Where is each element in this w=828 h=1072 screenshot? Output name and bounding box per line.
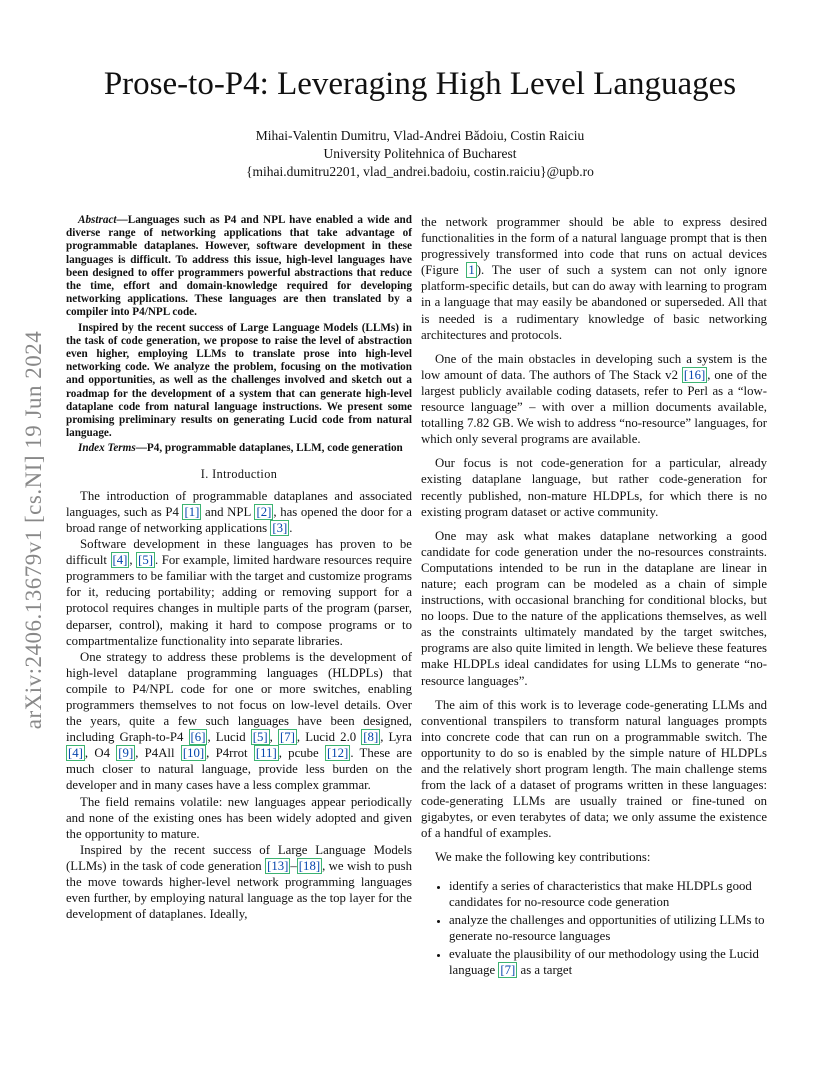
citation-link[interactable]: [18] <box>298 858 321 873</box>
text-run: , Lucid <box>207 730 251 745</box>
body-paragraph: One may ask what makes dataplane networking a good candidate for code generation under the no-resources constraints. Computations intended to be run in the dataplane are linear in nature; each program can be modeled as a chain of simple instructions, with occasional branching for conditional blocks, but no loops. Due to the nature of the applications themselves, as well as the constraints ultimately mandated by the target switches, programs are also quite limited in length. We believe these features make HLDPLs ideal candidates for using LLMs to generate “no-resource languages”. <box>421 528 767 688</box>
citation-link[interactable]: [7] <box>279 730 295 745</box>
right-column <box>421 214 767 980</box>
intro-paragraph <box>66 488 412 536</box>
affiliation: University Politehnica of Bucharest <box>323 146 517 161</box>
arxiv-id-text: arXiv:2406.13679v1 [cs.NI] 19 Jun 2024 <box>21 330 46 730</box>
text-run: , Lucid 2.0 <box>296 730 362 745</box>
text-run: . These are much closer to natural language, provide less burden on the developer and in many cases have a less complex grammar. <box>66 746 412 793</box>
citation-link[interactable]: [11] <box>255 746 277 761</box>
text-run: and NPL <box>201 504 255 519</box>
intro-paragraph <box>66 842 412 922</box>
text-run: , one of the largest publicly available coding datasets, refer to Perl as a “low-resource language” – with over a million documents available, totalling 7.82 GB. We wish to address “no-resource” languages, for which only several programs are available. <box>421 367 767 447</box>
contribution-item <box>449 912 767 944</box>
abstract-label: Abstract <box>78 214 117 226</box>
citation-link[interactable]: [13] <box>267 858 289 873</box>
text-run: , P4rrot <box>206 746 254 761</box>
body-paragraph <box>421 214 767 343</box>
text-run: . <box>289 520 293 535</box>
text-run: identify a series of characteristics that make HLDPLs good candidates for no-resource code generation <box>449 878 752 909</box>
emails: {mihai.dumitru2201, vlad_andrei.badoiu, costin.raiciu}@upb.ro <box>246 164 594 179</box>
text-run: , has opened the door for a broad range of networking applications <box>66 504 412 535</box>
citation-link[interactable]: [8] <box>363 730 379 745</box>
intro-paragraph <box>66 536 412 649</box>
citation-link[interactable]: [1] <box>184 504 200 519</box>
index-terms <box>66 442 412 455</box>
text-run: , Lyra <box>380 730 412 745</box>
text-run: . For example, limited hardware resources require programmers to be familiar with the target and customize programs for it, reducing portability; adding or removing support for a protocol requires changes in multiple parts of the program (parser, deparser, control), making it hard to compose programs or to compartmentalize functionality into separate libraries. <box>66 553 412 648</box>
body-paragraph: Our focus is not code-generation for a particular, already existing dataplane language, but rather code-generation for recently published, non-mature HLDPLs, for which there is no existing program dataset or active community. <box>421 456 767 519</box>
citation-link[interactable]: [6] <box>190 730 206 745</box>
arxiv-identifier <box>22 300 46 760</box>
text-run: One of the main obstacles in developing such a system is the low amount of data. The authors of The Stack v2 <box>421 351 767 382</box>
text-run: , O4 <box>84 746 117 761</box>
abstract-p2: Inspired by the recent success of Large Language Models (LLMs) in the task of code generation, we propose to raise the level of abstraction even higher, employing LLMs to translate prose into high-level networking code. We analyze the problem, focusing on the motivation and opportunities, as well as the challenges involved and sketch out a roadmap for the development of a system that can generate high-level dataplane code from natural language instructions. We present some promising preliminary results on generating Lucid code from natural language. <box>66 321 412 440</box>
citation-link[interactable]: [4] <box>68 746 83 761</box>
contributions-list <box>421 878 767 979</box>
text-run: , <box>129 553 137 568</box>
text-run: Inspired by the recent success of Large Language Models (LLMs) in the task of code generation <box>66 842 412 873</box>
section-heading-introduction: I. Introduction <box>200 466 278 481</box>
citation-link[interactable]: [2] <box>256 504 272 519</box>
intro-paragraph: The field remains volatile: new languages appear periodically and none of the existing ones has been widely adopted and given the opportunity to mature. <box>66 794 412 841</box>
citation-link[interactable]: 1 <box>468 263 475 278</box>
text-run: , pcube <box>278 746 325 761</box>
contribution-item <box>449 946 767 978</box>
left-column <box>66 214 412 922</box>
text-run: ). The user of such a system can not only ignore platform-specific details, but can do away with learning to program in a language that may easily be abandoned or superseded. All that is needed is a rudimentary knowledge of basic networking architectures and protocols. <box>421 263 768 342</box>
citation-link[interactable]: [5] <box>138 553 154 568</box>
citation-link[interactable]: [16] <box>683 367 706 382</box>
citation-link[interactable]: [12] <box>327 746 349 761</box>
citation-link[interactable]: [5] <box>252 730 268 745</box>
citation-link[interactable]: [7] <box>500 963 516 978</box>
text-run: evaluate the plausibility of our methodology using the Lucid language <box>449 946 759 978</box>
contribution-item <box>449 878 767 910</box>
text-run: Software development in these languages has proven to be difficult <box>66 537 412 568</box>
citation-link[interactable]: [3] <box>272 520 288 535</box>
body-paragraph <box>421 351 767 448</box>
citation-link[interactable]: [10] <box>182 746 205 761</box>
paper-title: Prose-to-P4: Leveraging High Level Languages <box>103 66 737 102</box>
text-run: the network programmer should be able to express desired functionalities in the form of a natural language prompt that is then progressively transformed into code that runs on actual devices (Figure <box>421 215 767 278</box>
text-run: One strategy to address these problems is the development of high-level dataplane programming languages (HLDPLs) that compile to P4/NPL code for one or more switches, enabling programmers themselves to not focus on low-level details. Over the years, quite a few such languages have been designed, including Graph-to-P4 <box>66 649 412 745</box>
abstract-text-1: —Languages such as P4 and NPL have enabled a wide and diverse range of networking applications that take advantage of programmable dataplanes. However, software development in these languages is difficult. To address this issue, high-level languages have been designed to offer programmers powerful abstractions that reduce the time, effort and domain-knowledge required for developing networking applications. These languages are then translated by a compiler into P4/NPL code. <box>66 214 412 319</box>
abstract-p1 <box>66 214 412 320</box>
authors: Mihai-Valentin Dumitru, Vlad-Andrei Bădoiu, Costin Raiciu <box>255 128 585 143</box>
text-run: – <box>290 858 297 873</box>
body-paragraph: We make the following key contributions: <box>435 850 651 865</box>
intro-paragraph <box>66 649 412 794</box>
text-run: , <box>269 730 278 745</box>
citation-link[interactable]: [4] <box>112 553 128 568</box>
text-run: as a target <box>517 963 573 978</box>
text-run: The introduction of programmable dataplanes and associated languages, such as P4 <box>66 488 412 519</box>
body-paragraph: The aim of this work is to leverage code-generating LLMs and conventional transpilers to transform natural languages prompts into concrete code that can run on a programmable switch. The opportunity to do so is enabled by the simple nature of HLDPLs and the relatively short program length. The main challenge stems from the lack of a dataset of programs written in these languages: code-generating LLMs are usually trained or fine-tuned on gigabytes, or even terabytes of data; we only assume the existence of a handful of examples. <box>421 697 767 841</box>
author-block <box>70 127 770 181</box>
index-terms-text: —P4, programmable dataplanes, LLM, code generation <box>135 442 403 455</box>
index-terms-label: Index Terms <box>78 442 136 455</box>
citation-link[interactable]: [9] <box>118 746 134 761</box>
text-run: , P4All <box>135 746 181 761</box>
text-run: analyze the challenges and opportunities of utilizing LLMs to generate no-resource languages <box>449 912 765 943</box>
text-run: , we wish to push the move towards higher-level network programming languages even further, by employing natural language as the top layer for the development of dataplanes. Ideally, <box>66 858 412 922</box>
